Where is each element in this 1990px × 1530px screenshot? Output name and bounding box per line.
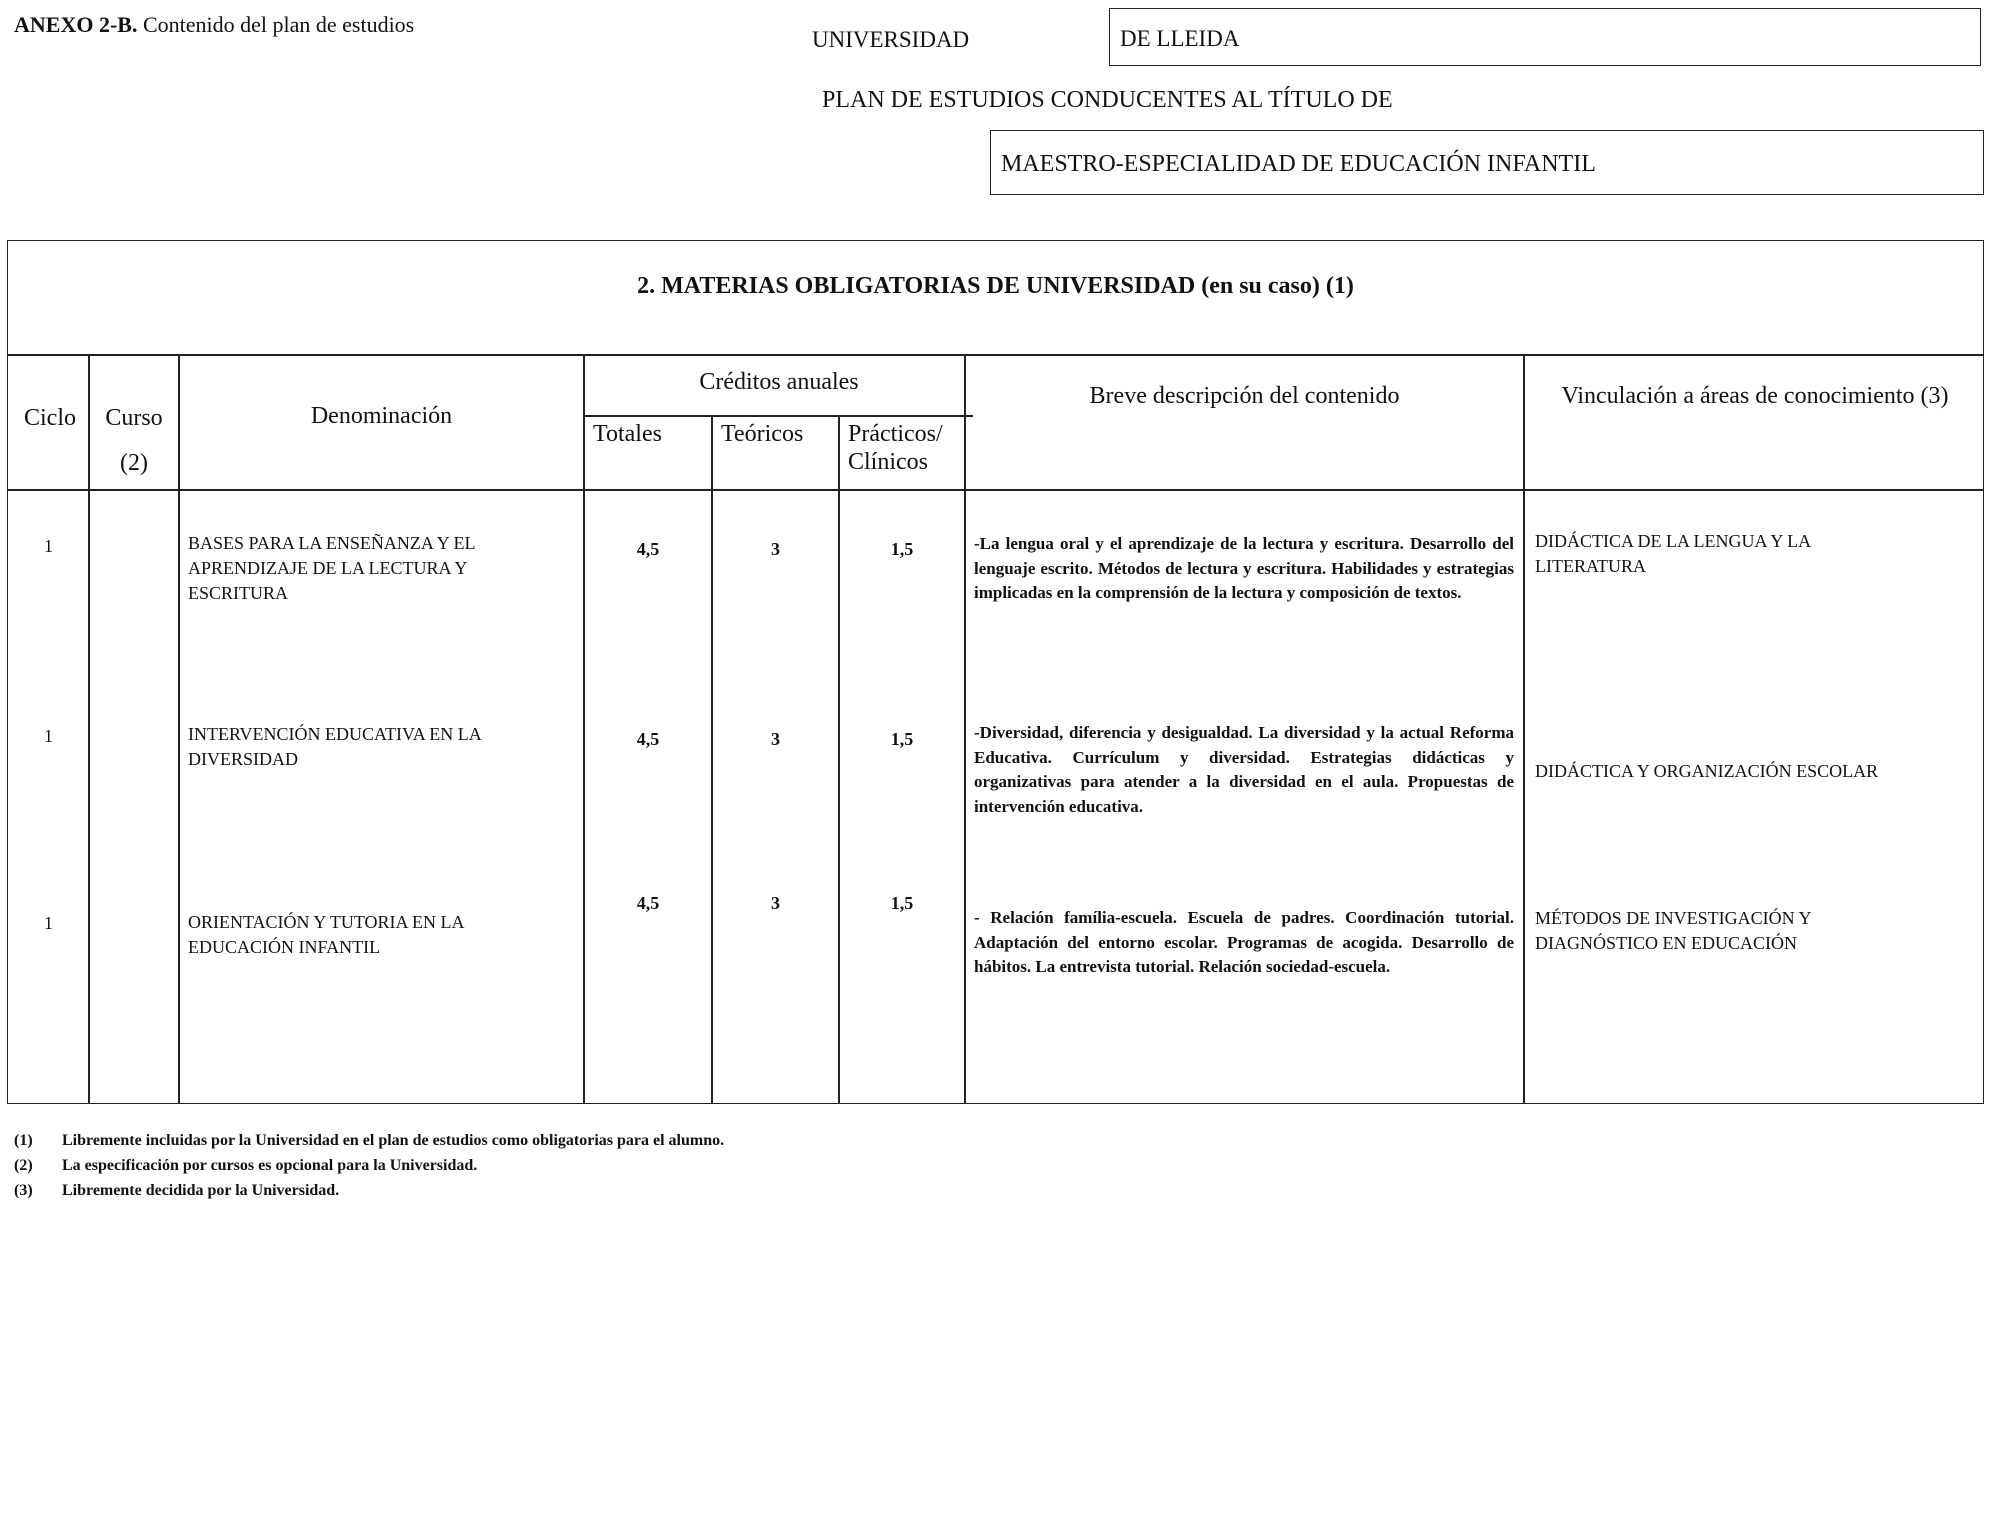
header-curso-note: (2)	[120, 450, 148, 476]
title-divider	[8, 354, 1983, 356]
annex-label: ANEXO 2-B.	[14, 12, 138, 37]
col-divider-5	[838, 415, 840, 1103]
university-label: UNIVERSIDAD	[812, 27, 970, 52]
plan-label: PLAN DE ESTUDIOS CONDUCENTES AL TÍTULO DE	[822, 87, 1393, 113]
header-practicos: Prácticos/	[848, 421, 943, 447]
col-divider-6	[964, 354, 966, 1103]
col-divider-7	[1523, 354, 1525, 1103]
subjects-table	[7, 240, 1984, 1104]
col-divider-4	[711, 415, 713, 1103]
row1-descripcion: -La lengua oral y el aprendizaje de la lectura y escritura. Desarrollo del lenguaje escrito. Métodos de lectura y escritura. Habilidades y estrategias implicadas en la comprensión de la lectura y composición de textos.	[974, 534, 1514, 602]
row2-area: DIDÁCTICA Y ORGANIZACIÓN ESCOLAR	[1535, 761, 1879, 781]
row3-totales: 4,5	[636, 893, 660, 913]
row2-denominacion: INTERVENCIÓN EDUCATIVA EN LA DIVERSIDAD	[188, 724, 481, 769]
row1-ciclo: 1	[44, 536, 53, 556]
header-creditos: Créditos anuales	[699, 369, 859, 395]
footnote-text: Libremente decidida por la Universidad.	[62, 1182, 340, 1199]
row2-ciclo: 1	[44, 726, 53, 746]
university-value: DE LLEIDA	[1120, 26, 1240, 51]
header-teoricos: Teóricos	[721, 421, 804, 447]
annex-heading	[14, 12, 414, 38]
header-descripcion: Breve descripción del contenido	[1089, 383, 1400, 409]
header-divider	[8, 489, 1983, 491]
footnote-item	[14, 1128, 724, 1153]
row3-practicos: 1,5	[890, 893, 914, 913]
row3-area: MÉTODOS DE INVESTIGACIÓN Y DIAGNÓSTICO EN EDUCACIÓN	[1535, 908, 1811, 953]
degree-title: MAESTRO-ESPECIALIDAD DE EDUCACIÓN INFANTIL	[1001, 151, 1596, 177]
row2-teoricos: 3	[771, 729, 780, 749]
row1-denominacion: BASES PARA LA ENSEÑANZA Y EL APRENDIZAJE DE LA LECTURA Y ESCRITURA	[188, 533, 475, 603]
footnote-item	[14, 1178, 724, 1203]
university-box	[1109, 8, 1981, 66]
row1-teoricos: 3	[771, 539, 780, 559]
footnotes	[14, 1128, 724, 1203]
row2-totales: 4,5	[636, 729, 660, 749]
row1-totales: 4,5	[636, 539, 660, 559]
row1-area: DIDÁCTICA DE LA LENGUA Y LA LITERATURA	[1535, 531, 1811, 576]
header-vinculacion: Vinculación a áreas de conocimiento (3)	[1561, 383, 1949, 409]
footnote-number: (2)	[14, 1157, 33, 1174]
row3-denominacion: ORIENTACIÓN Y TUTORIA EN LA EDUCACIÓN INFANTIL	[188, 912, 464, 957]
header-totales: Totales	[593, 421, 662, 447]
header-ciclo: Ciclo	[24, 405, 76, 431]
footnote-number: (1)	[14, 1132, 33, 1149]
row1-practicos: 1,5	[890, 539, 914, 559]
row3-descripcion: - Relación família-escuela. Escuela de padres. Coordinación tutorial. Adaptación del entorno escolar. Programas de acogida. Desarrollo de hábitos. La entrevista tutorial. Relación sociedad-escuela.	[974, 908, 1514, 976]
footnote-text: La especificación por cursos es opcional para la Universidad.	[62, 1157, 478, 1174]
row2-descripcion: -Diversidad, diferencia y desigualdad. La diversidad y la actual Reforma Educativa. Currículum y diversidad. Estrategias didácticas y organizativas para atender a la diversidad en el aula. Propuestas de intervención educativa.	[974, 723, 1514, 816]
row2-practicos: 1,5	[890, 729, 914, 749]
footnote-number: (3)	[14, 1182, 33, 1199]
header-denominacion: Denominación	[310, 403, 453, 429]
degree-title-box	[990, 130, 1984, 195]
row3-ciclo: 1	[44, 913, 53, 933]
header-curso: Curso	[105, 405, 163, 431]
footnote-item	[14, 1153, 724, 1178]
annex-text: Contenido del plan de estudios	[137, 12, 415, 37]
col-divider-2	[178, 354, 180, 1103]
credits-subheader-divider	[583, 415, 973, 417]
section-title: 2. MATERIAS OBLIGATORIAS DE UNIVERSIDAD (en su caso) (1)	[637, 273, 1354, 299]
footnote-text: Libremente incluidas por la Universidad en el plan de estudios como obligatorias para el alumno.	[62, 1132, 725, 1149]
row3-teoricos: 3	[771, 893, 780, 913]
header-clinicos: Clínicos	[848, 449, 929, 475]
